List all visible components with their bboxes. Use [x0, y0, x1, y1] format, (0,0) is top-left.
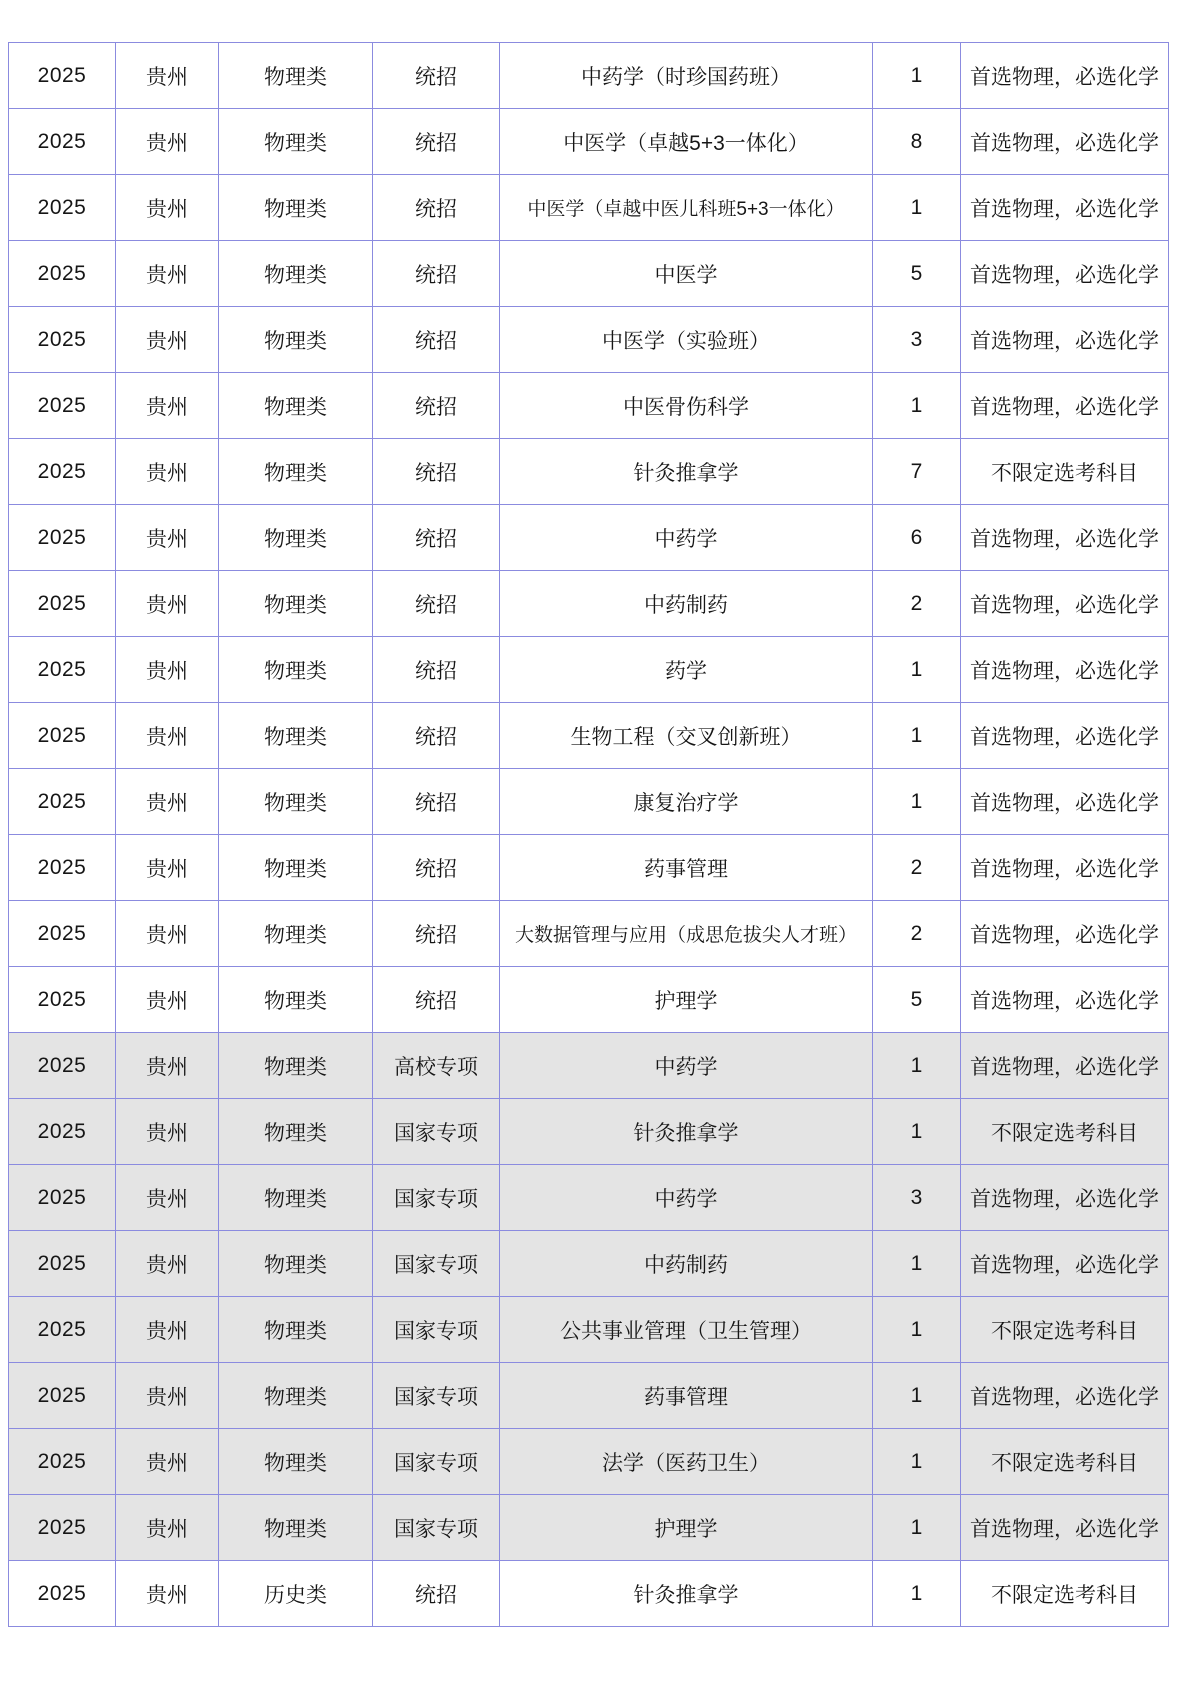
count-cell: 2	[873, 901, 961, 967]
province-cell: 贵州	[116, 307, 219, 373]
year-cell: 2025	[9, 109, 116, 175]
table-row	[9, 109, 1169, 175]
province-cell: 贵州	[116, 439, 219, 505]
table-row	[9, 241, 1169, 307]
admission-type-cell: 国家专项	[373, 1231, 500, 1297]
category-cell: 物理类	[219, 307, 373, 373]
major-cell: 中医骨伤科学	[500, 373, 873, 439]
major-cell: 护理学	[500, 967, 873, 1033]
year-cell: 2025	[9, 1231, 116, 1297]
count-cell: 1	[873, 1231, 961, 1297]
province-cell: 贵州	[116, 1033, 219, 1099]
major-cell: 生物工程（交叉创新班）	[500, 703, 873, 769]
province-cell: 贵州	[116, 1099, 219, 1165]
category-cell: 物理类	[219, 1099, 373, 1165]
province-cell: 贵州	[116, 901, 219, 967]
table-body	[9, 43, 1169, 1627]
province-cell: 贵州	[116, 505, 219, 571]
province-cell: 贵州	[116, 637, 219, 703]
count-cell: 1	[873, 1297, 961, 1363]
category-cell: 物理类	[219, 769, 373, 835]
count-cell: 1	[873, 1363, 961, 1429]
admission-type-cell: 统招	[373, 439, 500, 505]
count-cell: 1	[873, 175, 961, 241]
table-row	[9, 1495, 1169, 1561]
requirement-cell: 首选物理，必选化学	[961, 1033, 1169, 1099]
table-row	[9, 505, 1169, 571]
count-cell: 1	[873, 703, 961, 769]
category-cell: 物理类	[219, 571, 373, 637]
requirement-cell: 首选物理，必选化学	[961, 43, 1169, 109]
count-cell: 1	[873, 43, 961, 109]
table-row	[9, 175, 1169, 241]
category-cell: 物理类	[219, 1231, 373, 1297]
category-cell: 物理类	[219, 835, 373, 901]
province-cell: 贵州	[116, 1429, 219, 1495]
admission-type-cell: 统招	[373, 307, 500, 373]
category-cell: 物理类	[219, 1429, 373, 1495]
year-cell: 2025	[9, 373, 116, 439]
table-row	[9, 1297, 1169, 1363]
requirement-cell: 首选物理，必选化学	[961, 571, 1169, 637]
province-cell: 贵州	[116, 571, 219, 637]
category-cell: 物理类	[219, 1165, 373, 1231]
province-cell: 贵州	[116, 109, 219, 175]
province-cell: 贵州	[116, 43, 219, 109]
table-row	[9, 307, 1169, 373]
table-row	[9, 373, 1169, 439]
province-cell: 贵州	[116, 835, 219, 901]
requirement-cell: 不限定选考科目	[961, 1429, 1169, 1495]
major-cell: 针灸推拿学	[500, 439, 873, 505]
admission-type-cell: 国家专项	[373, 1429, 500, 1495]
year-cell: 2025	[9, 1429, 116, 1495]
category-cell: 历史类	[219, 1561, 373, 1627]
admission-plan-table	[8, 42, 1169, 1627]
requirement-cell: 首选物理，必选化学	[961, 637, 1169, 703]
admission-type-cell: 统招	[373, 703, 500, 769]
admission-type-cell: 国家专项	[373, 1165, 500, 1231]
requirement-cell: 首选物理，必选化学	[961, 967, 1169, 1033]
province-cell: 贵州	[116, 769, 219, 835]
category-cell: 物理类	[219, 703, 373, 769]
major-cell: 中药制药	[500, 1231, 873, 1297]
requirement-cell: 首选物理，必选化学	[961, 241, 1169, 307]
year-cell: 2025	[9, 1363, 116, 1429]
major-cell: 中药制药	[500, 571, 873, 637]
major-cell: 中药学（时珍国药班）	[500, 43, 873, 109]
table-row	[9, 1231, 1169, 1297]
table-row	[9, 439, 1169, 505]
table-row	[9, 769, 1169, 835]
major-cell: 中医学	[500, 241, 873, 307]
requirement-cell: 首选物理，必选化学	[961, 769, 1169, 835]
admission-type-cell: 统招	[373, 637, 500, 703]
province-cell: 贵州	[116, 373, 219, 439]
year-cell: 2025	[9, 241, 116, 307]
year-cell: 2025	[9, 505, 116, 571]
major-cell: 法学（医药卫生）	[500, 1429, 873, 1495]
category-cell: 物理类	[219, 1297, 373, 1363]
admission-type-cell: 统招	[373, 1561, 500, 1627]
province-cell: 贵州	[116, 967, 219, 1033]
year-cell: 2025	[9, 1099, 116, 1165]
major-cell: 中医学（卓越5+3一体化）	[500, 109, 873, 175]
category-cell: 物理类	[219, 967, 373, 1033]
requirement-cell: 首选物理，必选化学	[961, 1363, 1169, 1429]
major-cell: 中医学（卓越中医儿科班5+3一体化）	[500, 175, 873, 241]
count-cell: 5	[873, 967, 961, 1033]
major-cell: 中药学	[500, 505, 873, 571]
province-cell: 贵州	[116, 175, 219, 241]
year-cell: 2025	[9, 967, 116, 1033]
count-cell: 1	[873, 1033, 961, 1099]
table-row	[9, 1033, 1169, 1099]
admission-type-cell: 统招	[373, 901, 500, 967]
major-cell: 中药学	[500, 1165, 873, 1231]
admission-type-cell: 统招	[373, 241, 500, 307]
province-cell: 贵州	[116, 703, 219, 769]
requirement-cell: 首选物理，必选化学	[961, 835, 1169, 901]
requirement-cell: 首选物理，必选化学	[961, 175, 1169, 241]
table-row	[9, 1429, 1169, 1495]
category-cell: 物理类	[219, 505, 373, 571]
major-cell: 药事管理	[500, 1363, 873, 1429]
admission-type-cell: 统招	[373, 967, 500, 1033]
major-cell: 针灸推拿学	[500, 1099, 873, 1165]
category-cell: 物理类	[219, 109, 373, 175]
category-cell: 物理类	[219, 175, 373, 241]
admission-type-cell: 统招	[373, 373, 500, 439]
year-cell: 2025	[9, 571, 116, 637]
category-cell: 物理类	[219, 241, 373, 307]
year-cell: 2025	[9, 43, 116, 109]
count-cell: 3	[873, 1165, 961, 1231]
major-cell: 公共事业管理（卫生管理）	[500, 1297, 873, 1363]
year-cell: 2025	[9, 835, 116, 901]
admission-type-cell: 高校专项	[373, 1033, 500, 1099]
category-cell: 物理类	[219, 439, 373, 505]
requirement-cell: 首选物理，必选化学	[961, 703, 1169, 769]
category-cell: 物理类	[219, 901, 373, 967]
count-cell: 3	[873, 307, 961, 373]
requirement-cell: 首选物理，必选化学	[961, 901, 1169, 967]
year-cell: 2025	[9, 769, 116, 835]
count-cell: 7	[873, 439, 961, 505]
year-cell: 2025	[9, 1495, 116, 1561]
category-cell: 物理类	[219, 1495, 373, 1561]
table-row	[9, 703, 1169, 769]
year-cell: 2025	[9, 637, 116, 703]
admission-type-cell: 统招	[373, 505, 500, 571]
table-row	[9, 571, 1169, 637]
requirement-cell: 不限定选考科目	[961, 1297, 1169, 1363]
admission-type-cell: 国家专项	[373, 1495, 500, 1561]
year-cell: 2025	[9, 703, 116, 769]
category-cell: 物理类	[219, 43, 373, 109]
requirement-cell: 不限定选考科目	[961, 439, 1169, 505]
admission-type-cell: 统招	[373, 571, 500, 637]
table-row	[9, 1165, 1169, 1231]
table-row	[9, 1363, 1169, 1429]
year-cell: 2025	[9, 439, 116, 505]
major-cell: 中医学（实验班）	[500, 307, 873, 373]
category-cell: 物理类	[219, 1033, 373, 1099]
year-cell: 2025	[9, 1165, 116, 1231]
major-cell: 药学	[500, 637, 873, 703]
province-cell: 贵州	[116, 1561, 219, 1627]
major-cell: 大数据管理与应用（成思危拔尖人才班）	[500, 901, 873, 967]
admission-type-cell: 统招	[373, 769, 500, 835]
province-cell: 贵州	[116, 1363, 219, 1429]
count-cell: 8	[873, 109, 961, 175]
province-cell: 贵州	[116, 1297, 219, 1363]
province-cell: 贵州	[116, 1495, 219, 1561]
count-cell: 1	[873, 1099, 961, 1165]
major-cell: 药事管理	[500, 835, 873, 901]
count-cell: 1	[873, 373, 961, 439]
major-cell: 康复治疗学	[500, 769, 873, 835]
count-cell: 6	[873, 505, 961, 571]
table-row	[9, 43, 1169, 109]
year-cell: 2025	[9, 307, 116, 373]
category-cell: 物理类	[219, 1363, 373, 1429]
count-cell: 1	[873, 1495, 961, 1561]
province-cell: 贵州	[116, 241, 219, 307]
count-cell: 1	[873, 769, 961, 835]
requirement-cell: 首选物理，必选化学	[961, 109, 1169, 175]
year-cell: 2025	[9, 1033, 116, 1099]
requirement-cell: 首选物理，必选化学	[961, 1231, 1169, 1297]
requirement-cell: 首选物理，必选化学	[961, 307, 1169, 373]
requirement-cell: 不限定选考科目	[961, 1099, 1169, 1165]
major-cell: 针灸推拿学	[500, 1561, 873, 1627]
year-cell: 2025	[9, 175, 116, 241]
admission-type-cell: 统招	[373, 43, 500, 109]
admission-type-cell: 统招	[373, 175, 500, 241]
year-cell: 2025	[9, 901, 116, 967]
count-cell: 1	[873, 637, 961, 703]
table-row	[9, 1099, 1169, 1165]
province-cell: 贵州	[116, 1165, 219, 1231]
admission-type-cell: 国家专项	[373, 1363, 500, 1429]
year-cell: 2025	[9, 1561, 116, 1627]
requirement-cell: 首选物理，必选化学	[961, 373, 1169, 439]
admission-type-cell: 统招	[373, 109, 500, 175]
category-cell: 物理类	[219, 373, 373, 439]
requirement-cell: 不限定选考科目	[961, 1561, 1169, 1627]
table-row	[9, 1561, 1169, 1627]
table-row	[9, 835, 1169, 901]
count-cell: 2	[873, 835, 961, 901]
admission-type-cell: 国家专项	[373, 1297, 500, 1363]
requirement-cell: 首选物理，必选化学	[961, 1495, 1169, 1561]
major-cell: 护理学	[500, 1495, 873, 1561]
admission-type-cell: 统招	[373, 835, 500, 901]
count-cell: 5	[873, 241, 961, 307]
table-row	[9, 637, 1169, 703]
requirement-cell: 首选物理，必选化学	[961, 505, 1169, 571]
count-cell: 1	[873, 1561, 961, 1627]
admission-type-cell: 国家专项	[373, 1099, 500, 1165]
count-cell: 1	[873, 1429, 961, 1495]
province-cell: 贵州	[116, 1231, 219, 1297]
category-cell: 物理类	[219, 637, 373, 703]
requirement-cell: 首选物理，必选化学	[961, 1165, 1169, 1231]
major-cell: 中药学	[500, 1033, 873, 1099]
table-row	[9, 901, 1169, 967]
count-cell: 2	[873, 571, 961, 637]
year-cell: 2025	[9, 1297, 116, 1363]
table-row	[9, 967, 1169, 1033]
